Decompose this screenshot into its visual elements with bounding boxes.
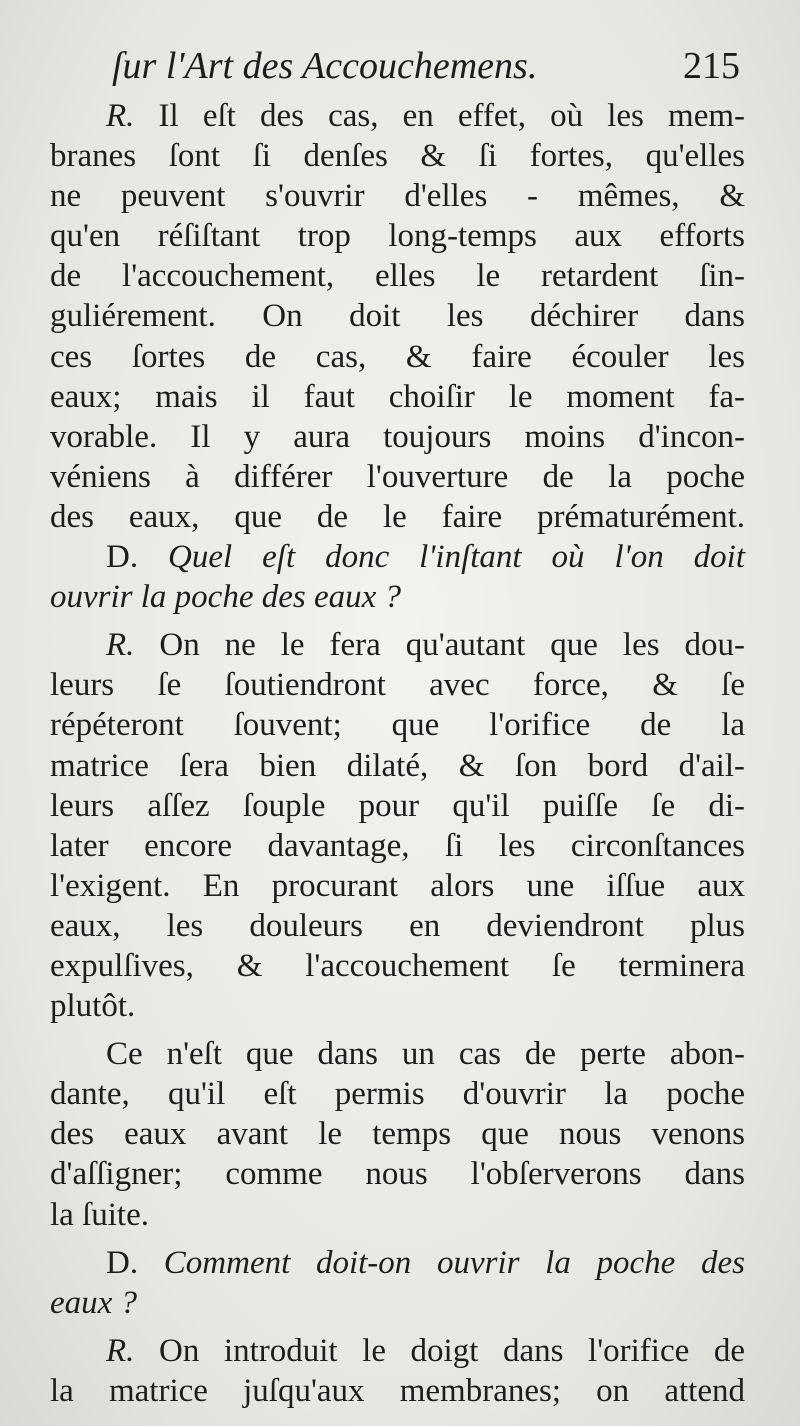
text-line: D. Quel eſt donc l'inſtant où l'on doit — [106, 539, 745, 576]
text-line: qu'en réſiſtant trop long-temps aux efforts — [50, 218, 745, 255]
text-line: l'exigent. En procurant alors une iſſue aux — [50, 867, 745, 904]
text-line: R. On introduit le doigt dans l'orifice de — [106, 1332, 745, 1369]
page-body — [50, 96, 745, 1411]
text-line: des eaux avant le temps que nous venons — [50, 1116, 745, 1153]
answer-paragraph — [50, 1331, 745, 1411]
running-title: ſur l'Art des Accouchemens. — [112, 45, 538, 87]
text-line: des eaux, que de le faire prématurément. — [50, 498, 745, 535]
text-line: d'aſſigner; comme nous l'obſerverons dans — [50, 1156, 745, 1193]
text-line: eaux; mais il faut choiſir le moment fa- — [50, 378, 745, 415]
text-line: eaux ? — [50, 1284, 138, 1321]
text-line: guliérement. On doit les déchirer dans — [50, 298, 745, 335]
answer-label: R. — [106, 1332, 135, 1369]
question-label: D. — [106, 1244, 139, 1281]
text-line: véniens à différer l'ouverture de la poche — [50, 458, 745, 495]
text-line: later encore davantage, ſi les circonſtances — [50, 827, 745, 864]
text-line: répéteront ſouvent; que l'orifice de la — [50, 707, 745, 744]
answer-paragraph — [50, 625, 745, 1026]
answer-label: R. — [106, 98, 135, 134]
text-line: leurs aſſez ſouple pour qu'il puiſſe ſe di- — [50, 787, 745, 824]
text-line: R. On ne le fera qu'autant que les dou- — [106, 627, 745, 664]
text-line: plutôt. — [50, 988, 136, 1025]
text-line: ouvrir la poche des eaux ? — [50, 579, 401, 616]
text-line: ces ſortes de cas, & faire écouler les — [50, 338, 745, 375]
text-line: la matrice juſqu'aux membranes; on attend — [50, 1372, 745, 1409]
text-line: la ſuite. — [50, 1196, 149, 1233]
question-label: D. — [106, 539, 139, 576]
text-line: matrice ſera bien dilaté, & ſon bord d'ail- — [50, 747, 745, 784]
text-line: D. Comment doit-on ouvrir la poche des — [106, 1244, 745, 1281]
question-paragraph — [50, 537, 745, 617]
text-line: branes ſont ſi denſes & ſi fortes, qu'elles — [50, 138, 745, 175]
answer-label: R. — [106, 627, 135, 664]
text-line: expulſives, & l'accouchement ſe terminera — [50, 947, 745, 984]
text-line: Ce n'eſt que dans un cas de perte abon- — [106, 1036, 745, 1073]
text-line: ne peuvent s'ouvrir d'elles - mêmes, & — [50, 178, 745, 215]
text-line: eaux, les douleurs en deviendront plus — [50, 907, 745, 944]
answer-paragraph — [50, 96, 745, 537]
text-line: de l'accouchement, elles le retardent ſin- — [50, 258, 745, 295]
question-paragraph — [50, 1243, 745, 1323]
text-line: dante, qu'il eſt permis d'ouvrir la poche — [50, 1076, 745, 1113]
text-line: leurs ſe ſoutiendront avec force, & ſe — [50, 667, 745, 704]
text-line: vorable. Il y aura toujours moins d'incon- — [50, 418, 745, 455]
page-number: 215 — [683, 45, 740, 87]
text-line: R. Il eſt des cas, en effet, où les mem- — [106, 98, 745, 134]
text-paragraph — [50, 1034, 745, 1234]
page-header — [112, 44, 740, 92]
